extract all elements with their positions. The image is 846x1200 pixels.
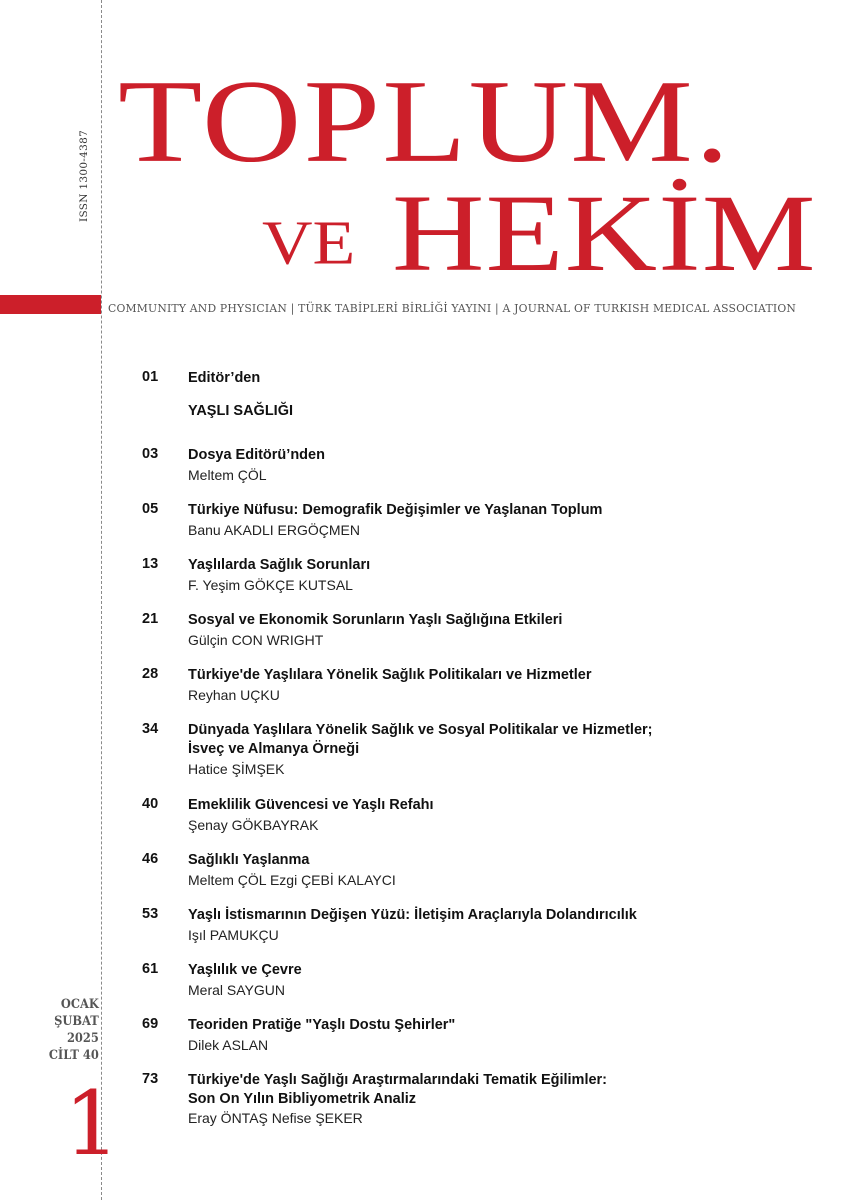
toc-author: Gülçin CON WRIGHT bbox=[188, 632, 324, 648]
toc-author: Hatice ŞİMŞEK bbox=[188, 761, 285, 777]
toc-author: Şenay GÖKBAYRAK bbox=[188, 817, 319, 833]
toc-page-number: 69 bbox=[142, 1016, 159, 1032]
margin-dashed-line bbox=[101, 0, 102, 1200]
toc-author: Dilek ASLAN bbox=[188, 1037, 269, 1053]
issue-number: 1 bbox=[64, 1072, 120, 1175]
toc-page-number: 61 bbox=[142, 961, 159, 977]
toc-author: Meltem ÇÖL bbox=[188, 467, 267, 483]
toc-title[interactable]: Türkiye'de Yaşlı Sağlığı Araştırmalarındaki Tematik Eğilimler: bbox=[188, 1072, 608, 1088]
toc-title[interactable]: Emeklilik Güvencesi ve Yaşlı Refahı bbox=[188, 797, 434, 813]
toc-page-number: 34 bbox=[142, 721, 159, 737]
toc-page-number: 40 bbox=[142, 796, 159, 812]
issue-date-info bbox=[42, 996, 99, 1064]
journal-subtitle: COMMUNITY AND PHYSICIAN | TÜRK TABİPLERİ BİRLİĞİ YAYINI | A JOURNAL OF TURKISH MEDICAL ASSOCIATION bbox=[108, 302, 797, 315]
journal-title-hekim: HEKİM bbox=[392, 171, 817, 295]
toc-title[interactable]: Dünyada Yaşlılara Yönelik Sağlık ve Sosyal Politikalar ve Hizmetler; bbox=[188, 722, 653, 738]
toc-page-number: 03 bbox=[142, 446, 159, 462]
toc-title[interactable]: Türkiye'de Yaşlılara Yönelik Sağlık Politikaları ve Hizmetler bbox=[188, 667, 592, 683]
toc-author: Meltem ÇÖL Ezgi ÇEBİ KALAYCI bbox=[188, 872, 396, 888]
toc-page-number: 46 bbox=[142, 851, 159, 867]
toc-author: Işıl PAMUKÇU bbox=[188, 927, 279, 943]
issue-volume: CİLT 40 bbox=[49, 1048, 99, 1063]
toc-title-continued[interactable]: İsveç ve Almanya Örneği bbox=[188, 741, 360, 757]
toc-title[interactable]: Teoriden Pratiğe "Yaşlı Dostu Şehirler" bbox=[188, 1017, 456, 1033]
toc-title[interactable]: Sosyal ve Ekonomik Sorunların Yaşlı Sağlığına Etkileri bbox=[188, 612, 563, 628]
toc-author: F. Yeşim GÖKÇE KUTSAL bbox=[188, 577, 353, 593]
toc-page-number: 53 bbox=[142, 906, 159, 922]
toc-author: Reyhan UÇKU bbox=[188, 687, 280, 703]
issue-month-1: OCAK bbox=[61, 997, 99, 1012]
journal-title-toplum: TOPLUM. bbox=[118, 55, 732, 187]
journal-title-ve: VE bbox=[262, 208, 356, 278]
toc-title[interactable]: Yaşlı İstismarının Değişen Yüzü: İletişim Araçlarıyla Dolandırıcılık bbox=[188, 907, 637, 923]
toc-author: Banu AKADLI ERGÖÇMEN bbox=[188, 522, 360, 538]
toc-page-number: 13 bbox=[142, 556, 159, 572]
toc-title[interactable]: Yaşlılarda Sağlık Sorunları bbox=[188, 557, 371, 573]
issue-year: 2025 bbox=[67, 1031, 99, 1046]
toc-title[interactable]: Dosya Editörü’nden bbox=[188, 447, 325, 463]
toc-author: Eray ÖNTAŞ Nefise ŞEKER bbox=[188, 1110, 363, 1126]
issn-label: ISSN 1300-4387 bbox=[78, 129, 90, 222]
toc-title-continued[interactable]: Son On Yılın Bibliyometrik Analiz bbox=[188, 1091, 417, 1107]
toc-author: Meral SAYGUN bbox=[188, 982, 285, 998]
toc-page-number: 05 bbox=[142, 501, 159, 517]
toc-page-number: 73 bbox=[142, 1071, 159, 1087]
toc-title[interactable]: Türkiye Nüfusu: Demografik Değişimler ve Yaşlanan Toplum bbox=[188, 502, 603, 518]
issue-month-2: ŞUBAT bbox=[54, 1014, 99, 1029]
toc-page-number: 01 bbox=[142, 369, 159, 385]
toc-title[interactable]: Yaşlılık ve Çevre bbox=[188, 962, 302, 978]
red-accent-bar bbox=[0, 295, 101, 314]
toc-page-number: 28 bbox=[142, 666, 159, 682]
toc-page-number: 21 bbox=[142, 611, 159, 627]
toc-title[interactable]: Sağlıklı Yaşlanma bbox=[188, 852, 310, 868]
section-heading: YAŞLI SAĞLIĞI bbox=[188, 403, 294, 419]
toc-title[interactable]: Editör’den bbox=[188, 370, 261, 386]
